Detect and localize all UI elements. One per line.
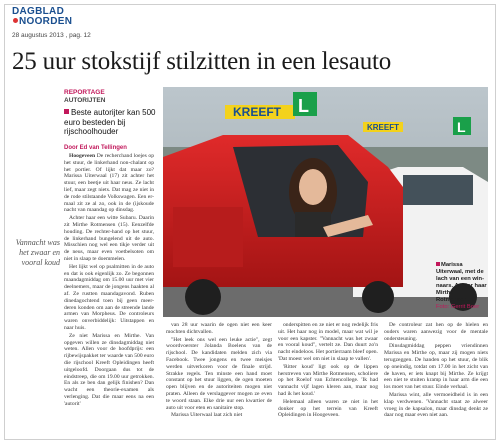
paragraph-text: Helemaal alleen waren ze niet in het donker op het terrein van Kreeft Opleidingen in Hoogeveen. (278, 398, 378, 419)
paragraph (166, 337, 272, 412)
dateline-lead: Hoogeveen (69, 153, 96, 159)
paragraph (384, 392, 488, 419)
rubric-line-2: AUTORIJTEN (64, 97, 106, 104)
bullet-square-icon (64, 109, 69, 114)
paragraph (384, 343, 488, 391)
paragraph-text: De controleur zat hen op de hielen en ouders waren aanwezig voor de mentale ondersteuning. (384, 322, 488, 342)
caption-text: Marissa Uiterwaal, met de lach van een win-naars. Achter haar Mirthe Rotmensen. (436, 262, 487, 303)
paragraph (278, 364, 378, 398)
logo-dot-icon (13, 18, 18, 23)
paragraph-text: Ze niet Marissa en Mirthe. Van opgeven willen ze dinsdagmiddag niet weten. Allen voor de hoofdprijs: een rijbewijspakket ter waarde van 500 euro die rijschool Kreeft Opleidingen heeft uitgeloofd. Doorgaan dus tot de eindstreep, die om 19.00 uur getrokken. En als ze ben dan gelijk finishen? Dan wacht een theorie-examen als verlenging. Dat die maar eens na een 'autorit' (64, 332, 154, 407)
article-column-4 (384, 322, 488, 431)
headline: 25 uur stokstijf stilzitten in een lesauto (12, 48, 392, 75)
logo-line-2: NOORDEN (19, 16, 73, 27)
paragraph-text: Achter haar een witte Subaru. Daarin zit Mirthe Rotmensen (15). Eenzelfde houding. De rechter-hand op het stuur, de linkerhand bungelend uit de auto. Misschien nog wel een tikje verder uit de neus, maar even voetbelsoten om niet in slaap te doemmelen. (64, 215, 154, 262)
driver-body (295, 212, 331, 237)
logo-line-1: DAGBLAD (12, 6, 65, 17)
dateline: 28 augustus 2013 , pag. 12 (12, 32, 91, 39)
paragraph-text: "Het leek ons wel een leuke actie", zegt woordvoerster Jolanda Boelens van de rijschool. De kandidaten melden zich via Facebook. Twee jongens en twee meisjes werden uitverkoren voor de finale strijd. Strakke regels. Ten minste een hand moet constant op het stuur liggen, de ogen moeten open blijven en de autoriteiten mogen niet praten. Alleen de verslaggever mogen ze even te woord staan. Elke drie uur een kwartier de auto uit voor eten en sanitaire stop. (166, 336, 272, 411)
paragraph-text: 'Ritter koud' ligt ook op de lippen herstreven van Mirthe Rotmensen, scholiere op het Roelof van Echtencollege. 'Ik had vannacht vijf lagen kleren aan, maar nog had ik het koud.' (278, 363, 378, 397)
paragraph (278, 399, 378, 419)
paragraph (278, 322, 378, 363)
newspaper-logo (12, 6, 90, 28)
red-car-roof-sign: KREEFT (233, 105, 281, 119)
paragraph-text: Dinsdagmiddag peppen vriendinnen Marissa en Mirthe op, maar zij mogen niets terugzeggen. De handen op het stuur, de blik op oneindig, totdat om 17.00 in het zicht van de haven, er iets knapt bij Mirthe. Ze krijgt een niet te stuiten kramp in haar arm die een los moet van het stuur. Einde verhaal. (384, 343, 488, 391)
photo-credit: Foto: Gerrit Boer (436, 304, 480, 310)
paragraph-text: onderspitten en ze niet er nog redelijk fris uit. Het haar nog in model, maar wat wil je voor een kapster. "Vannacht was het zwaar en vooral koud", vertelt ze. Dan duurt zo'n nacht eindeloos. Het portierraam bleef open. 'Dat moest wel om niet in slaap te vallen'. (278, 322, 378, 362)
paragraph-text: De recherchand loejes op het stuur, de linkerhand non-chalant op het portier. Of lijkt dat maar zo? Marissa Uiterwaal (17) zit achter het stuur, een beetje uit haar neus. Ze lacht lief, maar zegt niets. Dat mag ze niet in de rode stilstaande Volkswagen. Een er-maal zit ze al zo, ook in de (ijskoude nacht van maandag op dinsdag. (64, 153, 154, 214)
byline: Door Ed van Tellingen (64, 145, 127, 151)
white-car-l-plate: L (457, 119, 466, 135)
paragraph (64, 153, 154, 214)
rubric-line-1: REPORTAGE (64, 89, 105, 96)
paragraph-text: Marissa Uiterwaal laat zich niet (171, 412, 243, 419)
paragraph-text: van 28 uur waarin de ogen niet een keer mochten dichtvallen. (166, 322, 272, 335)
pull-quote: Vannacht was het zwaar en vooral koud (15, 238, 60, 267)
intro-bullet (64, 108, 159, 137)
article-column-2 (166, 322, 272, 431)
caption-square-icon (436, 262, 440, 266)
driver-face (299, 169, 327, 205)
paragraph (384, 322, 488, 342)
paragraph (64, 333, 154, 408)
paragraph (64, 215, 154, 263)
article-column-1 (64, 153, 154, 431)
paragraph (64, 264, 154, 332)
paragraph (166, 322, 272, 336)
section-rubric (64, 89, 105, 105)
intro-bullet-text: Beste autorijter kan 500 euro besteden bij rijschoolhouder (64, 108, 156, 136)
white-car-roof-sign: KREEFT (367, 123, 399, 132)
photo-caption (436, 262, 488, 311)
paragraph (166, 412, 272, 419)
paragraph-text: Marissa wint, alle vermoeidheid is in een klap verdwenen. 'Vannacht staat ze alweer vroeg in de kapsalon, maar dinsdag denkt ze daar nog maar even niet aan. (384, 391, 488, 419)
red-car-l-plate: L (298, 96, 309, 116)
paragraph-text: Het lijkt wel op psalmitten in de auto en dat is ook eigenlijk zo. Ze begonnen maandagmiddag om 15.00 uur met vier deelnemers, maar de jongens haakten al af. Ze rustten maandagavond. Ruben dinedagochtend toen bij geen meer-deren konden om aan de streende lande armen van Morpheus. De controleurs waren onverbiddelijk: Uitstappen en naar huis. (64, 263, 154, 331)
article-column-3 (278, 322, 378, 431)
